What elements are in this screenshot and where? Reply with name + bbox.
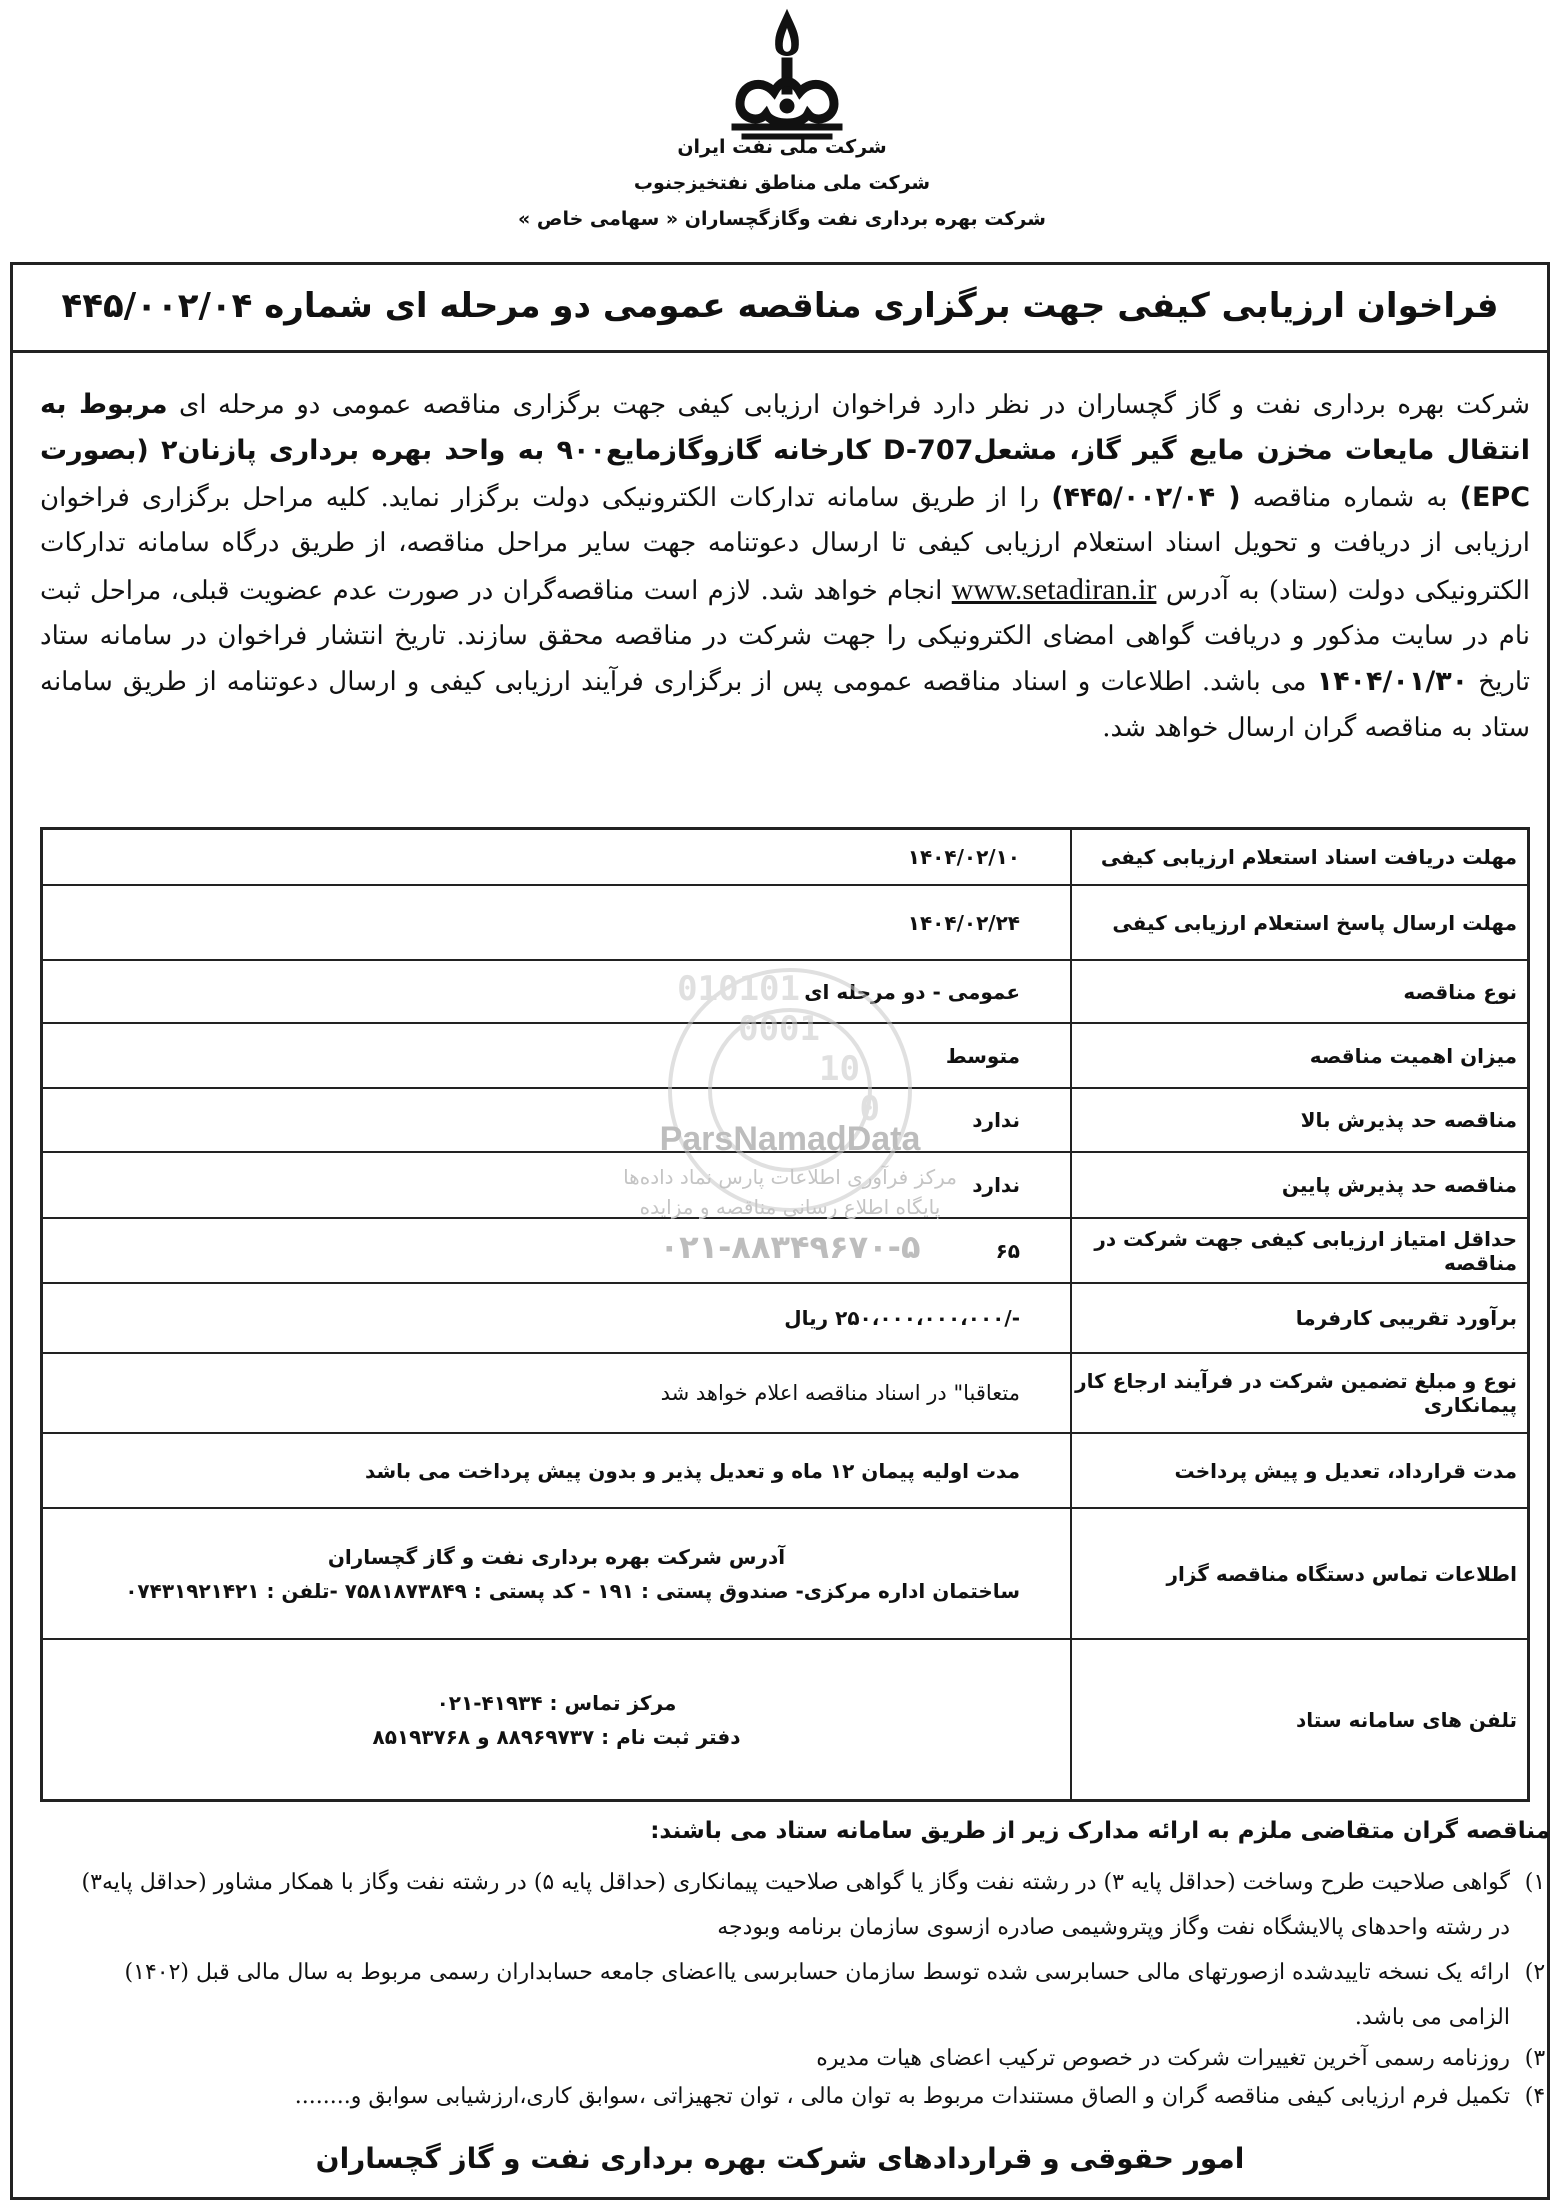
table-row	[43, 1284, 1527, 1354]
row-label: حداقل امتیاز ارزیابی کیفی جهت شرکت در مناقصه	[1094, 1226, 1517, 1275]
notice-title: فراخوان ارزیابی کیفی جهت برگزاری مناقصه عمومی دو مرحله ای شماره ۴۴۵/۰۰۲/۰۴	[61, 286, 1499, 326]
setad-call-center: مرکز تماس : ۴۱۹۳۴-۰۲۱	[436, 1690, 677, 1715]
publish-date: ۱۴۰۴/۰۱/۳۰	[1316, 666, 1469, 698]
row-value-text: -/۲۵۰،۰۰۰،۰۰۰،۰۰۰ ریال	[784, 1306, 1020, 1330]
intro-text-3: را از طریق سامانه تدارکات الکترونیکی دولت برگزار نماید. کلیه مراحل برگزاری فراخوان ارزیابی از دریافت و تحویل اسناد استعلام ارزیابی کیفی تا ارسال دعوتنامه جهت سایر مراحل مناقصه، از طریق درگاه سامانه تدارکات الکترونیکی دولت (ستاد) به آدرس	[40, 482, 1530, 606]
intro-text-1: شرکت بهره برداری نفت و گاز گچساران در نظر دارد فراخوان ارزیابی کیفی جهت برگزاری مناقصه عمومی دو مرحله ای	[179, 390, 1531, 420]
table-row	[43, 830, 1527, 886]
row-value	[43, 830, 1072, 884]
nioc-logo-icon	[712, 6, 862, 146]
intro-text-2: به شماره مناقصه	[1252, 482, 1448, 513]
svg-text:0001: 0001	[738, 1009, 820, 1049]
watermark-name: ParsNamadData	[659, 1120, 921, 1158]
requirement-text	[60, 2040, 1546, 2078]
row-label: نوع مناقصه	[1403, 979, 1517, 1004]
row-label: مدت قرارداد، تعدیل و پیش پرداخت	[1174, 1458, 1517, 1483]
svg-text:010101: 010101	[677, 969, 800, 1009]
requirement-text	[60, 1950, 1546, 2040]
org-line-2: شرکت ملی مناطق نفتخیزجنوب	[633, 172, 931, 194]
table-row	[43, 1354, 1527, 1434]
setadiran-link[interactable]: www.setadiran.ir	[951, 572, 1157, 606]
contact-line-1: آدرس شرکت بهره برداری نفت و گاز گچساران	[327, 1544, 786, 1569]
table-row	[43, 1509, 1527, 1640]
row-value-text: ندارد	[972, 1108, 1020, 1132]
row-label: اطلاعات تماس دستگاه مناقصه گزار	[1166, 1561, 1517, 1586]
watermark-line-2: پایگاه اطلاع رسانی مناقصه و مزایده	[639, 1195, 941, 1219]
requirement-number: ۳)	[1524, 2046, 1546, 2071]
watermark-line-1: مرکز فرآوری اطلاعات پارس نماد داده‌ها	[623, 1165, 957, 1189]
requirement-body: ارائه یک نسخه تاییدشده ازصورتهای مالی حسابرسی شده توسط سازمان حسابرسی یااعضای جامعه حسابداران رسمی مربوط به سال مالی قبل (۱۴۰۲) الزامی می باشد.	[124, 1960, 1510, 2030]
requirement-number: ۲)	[1524, 1960, 1546, 1985]
table-row	[43, 1434, 1527, 1509]
requirement-number: ۱)	[1524, 1870, 1546, 1895]
intro-paragraph	[40, 382, 1530, 751]
requirement-text	[60, 2078, 1546, 2116]
row-label: مناقصه حد پذیرش بالا	[1300, 1108, 1517, 1132]
svg-text:0: 0	[859, 1089, 880, 1129]
row-value-text: ۱۴۰۴/۰۲/۱۰	[907, 845, 1020, 869]
row-label: مهلت ارسال پاسخ استعلام ارزیابی کیفی	[1112, 910, 1517, 935]
tender-number: ( ۴۴۵/۰۰۲/۰۴)	[1051, 481, 1241, 513]
row-value	[43, 1434, 1072, 1507]
row-label: برآورد تقریبی کارفرما	[1295, 1306, 1517, 1330]
row-label: نوع و مبلغ تضمین شرکت در فرآیند ارجاع کار پیمانکاری	[1075, 1369, 1517, 1417]
intro-text-4: انجام خواهد شد. لازم است مناقصه‌گران در صورت عدم عضویت قبلی، مراحل ثبت نام در سایت مذکور و دریافت گواهی امضای الکترونیکی را جهت شرکت در مناقصه محقق سازند. تاریخ انتشار فراخوان در سامانه ستاد تاریخ	[40, 575, 1531, 698]
table-row	[43, 1640, 1527, 1799]
requirement-item	[40, 1950, 1546, 2040]
row-value	[43, 1640, 1072, 1799]
row-value-text: ندارد	[972, 1173, 1020, 1197]
row-value	[43, 1354, 1072, 1432]
org-line-1: شرکت ملی نفت ایران	[677, 136, 887, 158]
row-value	[43, 1509, 1072, 1638]
row-value-text: ۱۴۰۴/۰۲/۲۴	[907, 910, 1020, 935]
requirement-item	[40, 2040, 1546, 2078]
row-value-text: مدت اولیه پیمان ۱۲ ماه و تعدیل پذیر و بدون پیش پرداخت می باشد	[364, 1458, 1020, 1483]
row-label: تلفن های سامانه ستاد	[1296, 1707, 1517, 1732]
row-value-text: عمومی - دو مرحله ای	[804, 979, 1020, 1004]
requirements-heading: مناقصه گران متقاضی ملزم به ارائه مدارک زیر از طریق سامانه ستاد می باشند:	[650, 1818, 1550, 1844]
requirement-body: تکمیل فرم ارزیابی کیفی مناقصه گران و الصاق مستندات مربوط به توان مالی ، توان تجهیزاتی ،سوابق کاری،ارزشیابی سوابق و........	[294, 2084, 1510, 2109]
row-label: مهلت دریافت اسناد استعلام ارزیابی کیفی	[1100, 845, 1517, 869]
footer-signature: امور حقوقی و قراردادهای شرکت بهره برداری نفت و گاز گچساران	[315, 2142, 1245, 2175]
org-line-3: شرکت بهره برداری نفت وگازگچساران « سهامی خاص »	[518, 208, 1046, 230]
requirement-body: روزنامه رسمی آخرین تغییرات شرکت در خصوص ترکیب اعضای هیات مدیره	[816, 2046, 1510, 2071]
row-value-text: متعاقبا" در اسناد مناقصه اعلام خواهد شد	[660, 1381, 1020, 1405]
svg-text:10: 10	[819, 1049, 860, 1089]
requirement-text	[60, 1860, 1546, 1950]
row-label: میزان اهمیت مناقصه	[1309, 1043, 1517, 1068]
requirement-item	[40, 2078, 1546, 2116]
requirement-body: گواهی صلاحیت طرح وساخت (حداقل پایه ۳) در رشته نفت وگاز یا گواهی صلاحیت پیمانکاری (حداقل پایه ۵) در رشته نفت وگاز با همکار مشاور (حداقل پایه۳) در رشته واحدهای پالایشگاه نفت وگاز وپتروشیمی صادره ازسوی سازمان برنامه وبودجه	[81, 1870, 1510, 1940]
row-value-text: متوسط	[945, 1043, 1020, 1068]
row-value-text: ۶۵	[995, 1238, 1020, 1263]
watermark-phone: ۰۲۱-۸۸۳۴۹۶۷۰-۵	[659, 1228, 921, 1266]
row-label: مناقصه حد پذیرش پایین	[1281, 1173, 1517, 1197]
title-divider	[10, 350, 1550, 353]
requirement-number: ۴)	[1524, 2084, 1546, 2109]
setad-registration: دفتر ثبت نام : ۸۸۹۶۹۷۳۷ و ۸۵۱۹۳۷۶۸	[372, 1724, 741, 1749]
intro-text-5: می باشد. اطلاعات و اسناد مناقصه عمومی پس از برگزاری فرآیند ارزیابی کیفی و ارسال دعوتنامه از طریق سامانه ستاد به مناقصه گران ارسال خواهد شد.	[40, 667, 1530, 743]
contact-line-2: ساختمان اداره مرکزی- صندوق پستی : ۱۹۱ - کد پستی : ۷۵۸۱۸۷۳۸۴۹ -تلفن : ۰۷۴۳۱۹۲۱۴۲۱	[125, 1578, 1020, 1603]
row-value	[43, 1284, 1072, 1352]
project-description: مربوط به انتقال مایعات مخزن مایع گیر گاز، مشعلD-707 کارخانه گازوگازمایع۹۰۰ به واحد بهره برداری پازنان۲ (بصورت EPC)	[40, 389, 1531, 513]
requirement-item	[40, 1860, 1546, 1950]
